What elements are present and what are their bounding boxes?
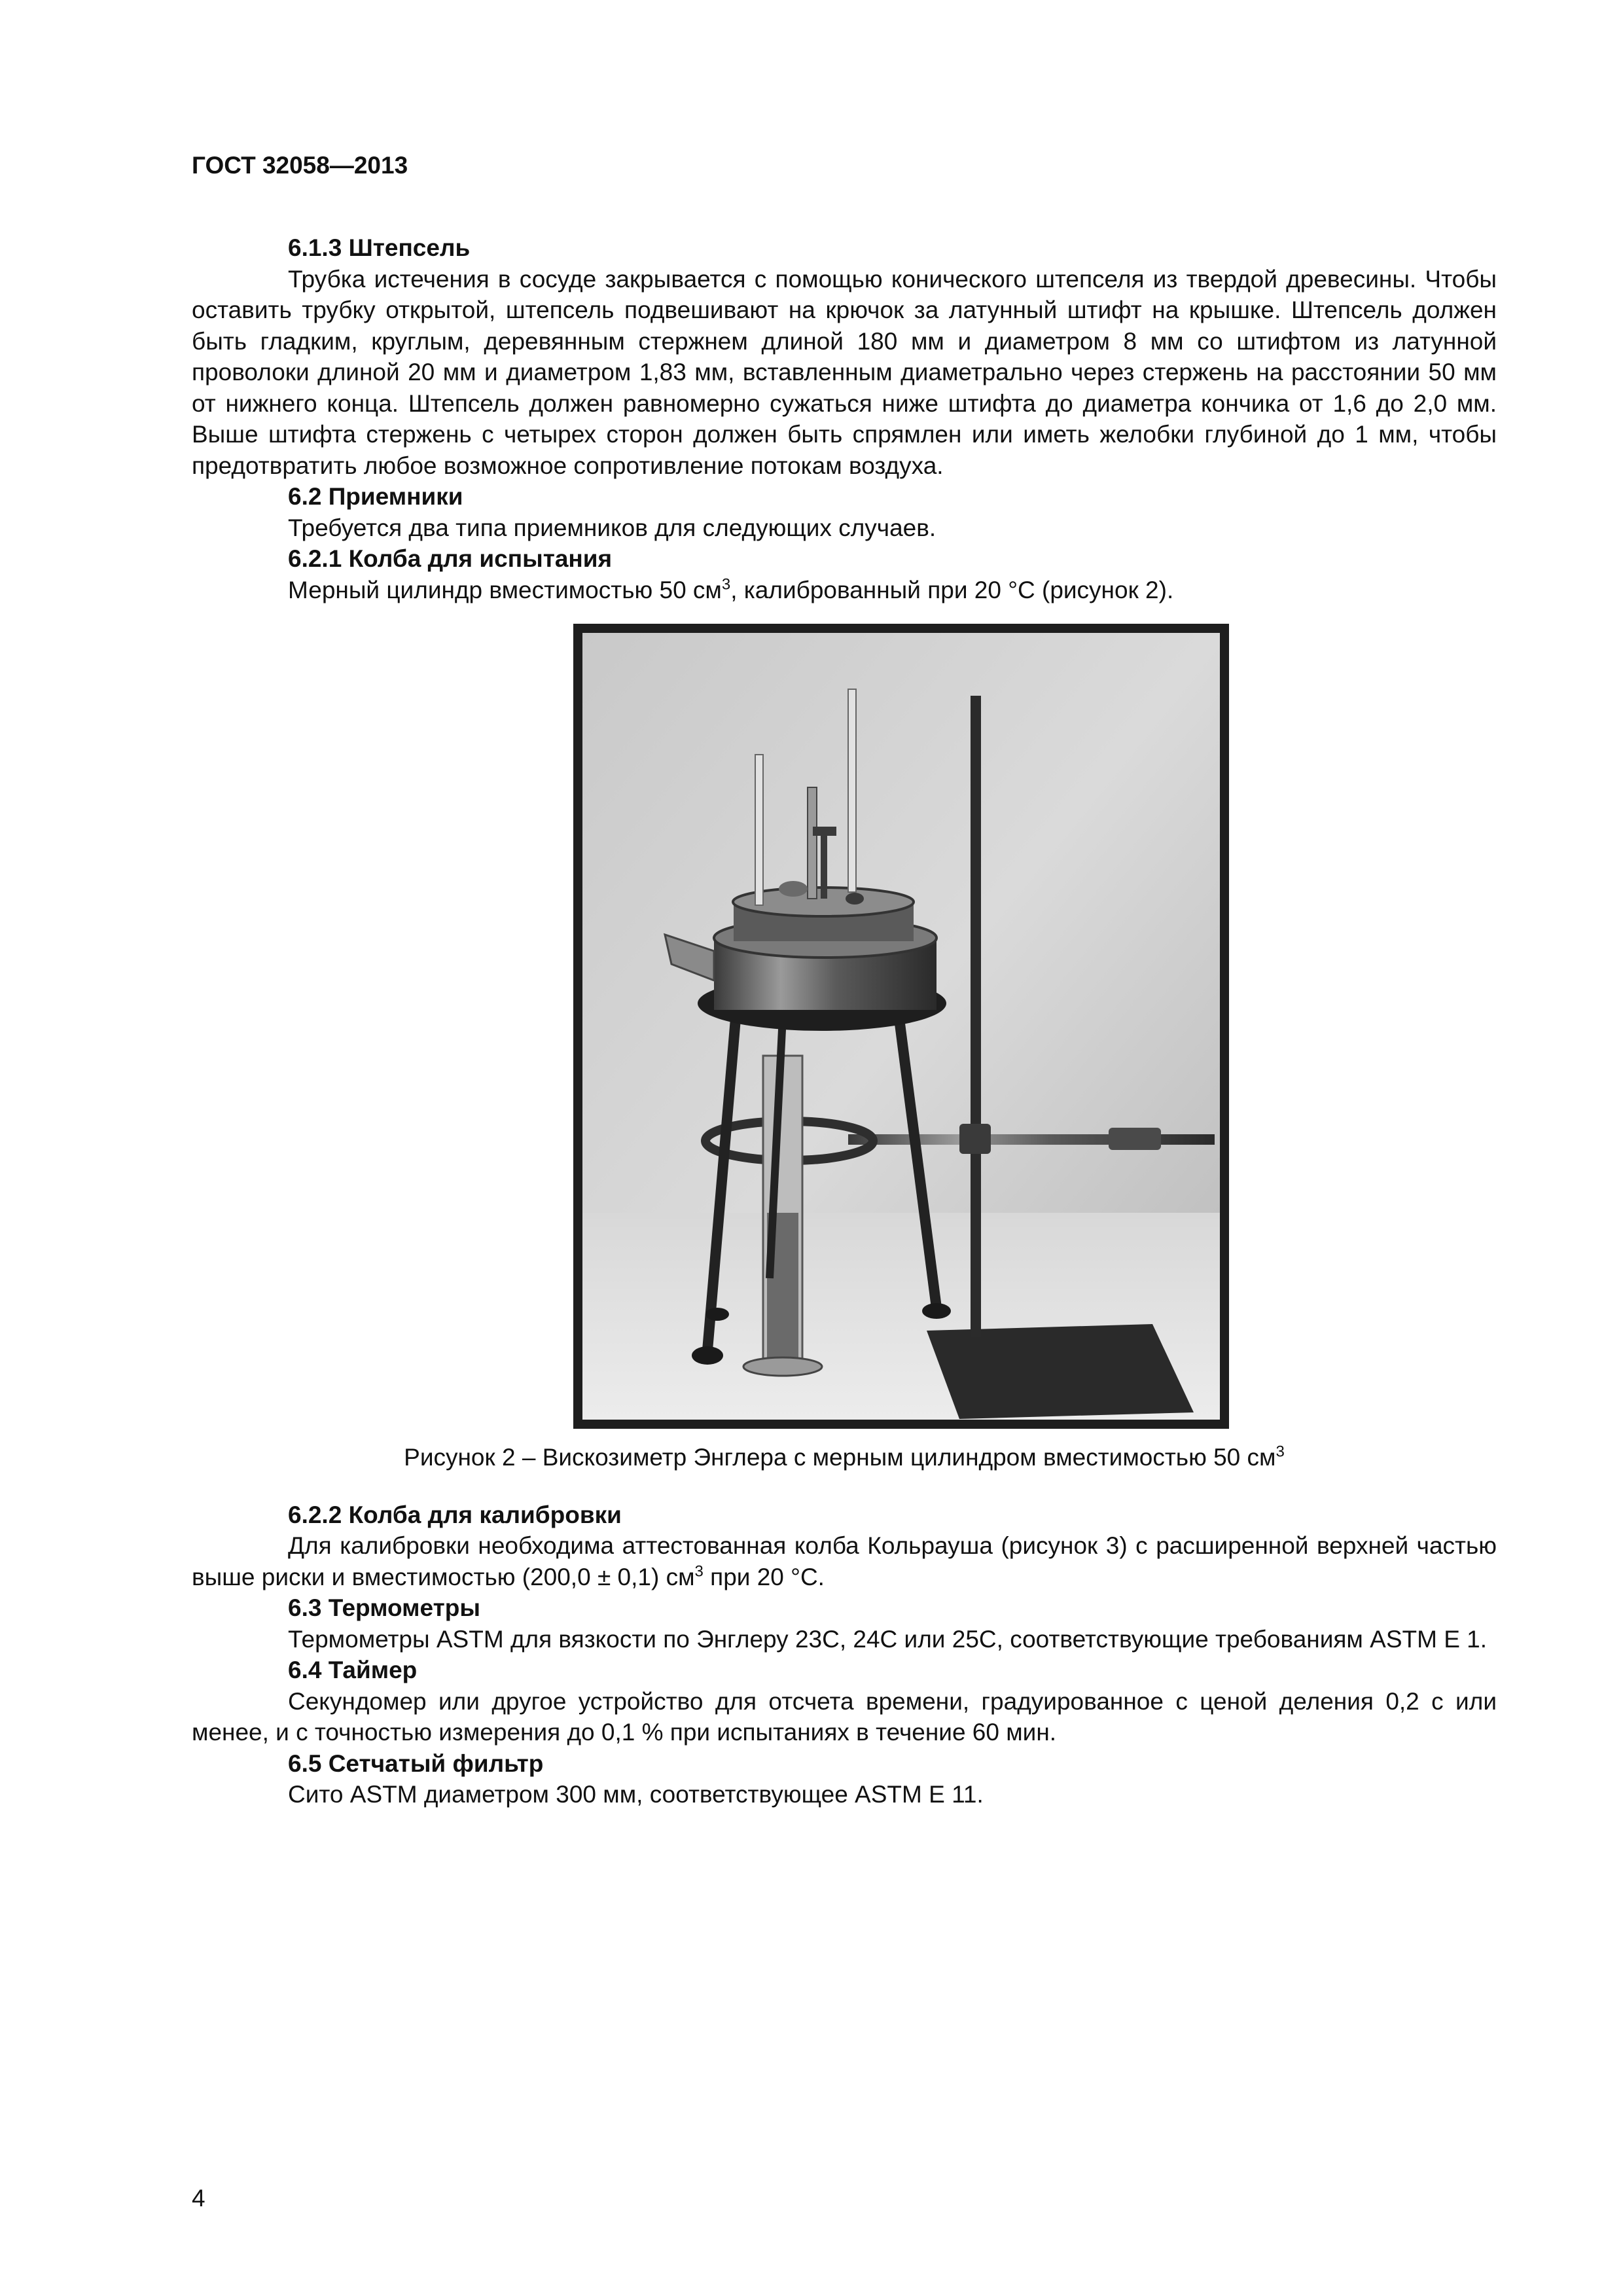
section-6-2-text: Требуется два типа приемников для следующих случаев. xyxy=(288,514,936,541)
section-6-1-3-title: 6.1.3 Штепсель xyxy=(288,234,471,261)
section-6-4-text: Секундомер или другое устройство для отсчета времени, градуированное с ценой деления 0,2 с или менее, и с точностью измерения до 0,1 % при испытаниях в течение 60 мин. xyxy=(192,1687,1497,1746)
engler-viscometer-photo xyxy=(573,624,1229,1429)
page-number: 4 xyxy=(192,2185,205,2212)
section-6-3-title: 6.3 Термометры xyxy=(288,1594,480,1621)
section-6-2-title: 6.2 Приемники xyxy=(288,483,463,510)
section-6-4-title: 6.4 Таймер xyxy=(288,1657,418,1683)
section-6-5-title: 6.5 Сетчатый фильтр xyxy=(288,1749,544,1777)
section-6-5-text: Сито ASTM диаметром 300 мм, соответствующее ASTM E 11. xyxy=(288,1781,984,1808)
section-6-2-2-text: Для калибровки необходима аттестованная колба Кольрауша (рисунок 3) с расширенной верхней частью выше риски и вместимостью (200,0 ± 0,1) $см^3$ при 20 °С. xyxy=(192,1532,1497,1590)
page-content xyxy=(192,232,1497,1810)
section-6-2-1-title: 6.2.1 Колба для испытания xyxy=(288,545,613,572)
document-header: ГОСТ 32058—2013 xyxy=(192,152,408,179)
section-6-3-text: Термометры ASTM для вязкости по Энглеру 23С, 24С или 25С, соответствующие требованиям ASTM E 1. xyxy=(288,1625,1488,1653)
section-6-1-3-text: Трубка истечения в сосуде закрывается с помощью конического штепселя из твердой древесины. Чтобы оставить трубку открытой, штепсель подвешивают на крючок за латунный штифт на крышке. Штепсель должен быть гладким, круглым, деревянным стержнем длиной 180 мм и диаметром 8 мм со штифтом из латунной проволоки длиной 20 мм и диаметром 1,83 мм, вставленным диаметрально через стержень на расстоянии 50 мм от нижнего конца. Штепсель должен равномерно сужаться ниже штифта до диаметра кончика от 1,6 до 2,0 мм. Выше штифта стержень с четырех сторон должен быть спрямлен или иметь желобки глубиной до 1 мм, чтобы предотвратить любое возможное сопротивление потокам воздуха. xyxy=(192,265,1497,479)
figure-caption: Рисунок 2 – Вискозиметр Энглера с мерным цилиндром вместимостью 50 $см^3$ xyxy=(404,1443,1285,1471)
section-6-2-1-text: Мерный цилиндр вместимостью 50 $см^3$, калиброванный при 20 °С (рисунок 2). xyxy=(288,575,1174,603)
section-6-2-2-title: 6.2.2 Колба для калибровки xyxy=(288,1501,622,1528)
